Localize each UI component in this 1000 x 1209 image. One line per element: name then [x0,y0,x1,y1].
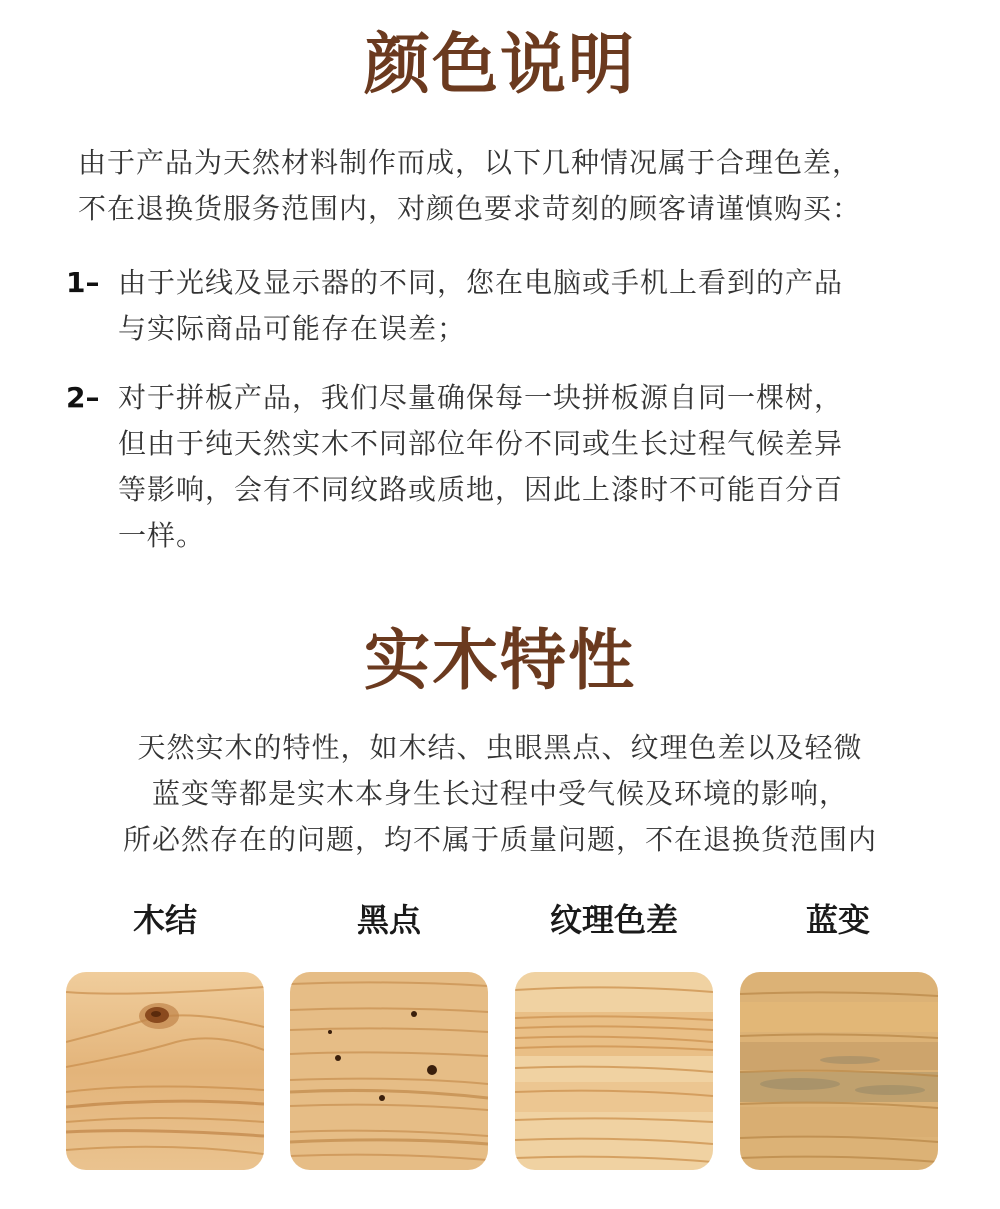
color-intro [78,140,958,232]
item-line: 等影响，会有不同纹路或质地，因此上漆时不可能百分百 [118,473,844,506]
feature-label-grain: 纹理色差 [549,901,678,939]
feature-label-knot: 木结 [132,901,197,939]
intro-line: 蓝变等都是实木本身生长过程中受气候及环境的影响， [151,777,848,810]
wood-bluestain-image [740,972,938,1170]
intro-line: 天然实木的特性，如木结、虫眼黑点、纹理色差以及轻微 [137,731,863,764]
item-line: 一样。 [118,519,206,552]
item-line: 与实际商品可能存在误差； [118,312,467,345]
wood-spots-image [290,972,488,1170]
wood-knot-image [66,972,264,1170]
feature-label-spots: 黑点 [356,901,421,939]
intro-line: 由于产品为天然材料制作而成，以下几种情况属于合理色差， [78,146,862,179]
feature-label-blue: 蓝变 [805,901,870,939]
color-section-title: 颜色说明 [364,26,636,103]
intro-line: 不在退换货服务范围内，对颜色要求苛刻的顾客请谨慎购买： [78,192,862,225]
intro-line: 所必然存在的问题，均不属于质量问题，不在退换货范围内 [122,823,877,856]
list-item [66,375,946,559]
list-item [66,260,946,352]
wood-grain-image [515,972,713,1170]
wood-intro [60,725,940,863]
item-number: 1– [66,266,100,299]
item-line: 对于拼板产品，我们尽量确保每一块拼板源自同一棵树， [118,381,844,414]
item-number: 2– [66,381,100,414]
wood-section-title: 实木特性 [364,622,636,699]
item-line: 但由于纯天然实木不同部位年份不同或生长过程气候差异 [118,427,844,460]
item-line: 由于光线及显示器的不同，您在电脑或手机上看到的产品 [118,266,844,299]
